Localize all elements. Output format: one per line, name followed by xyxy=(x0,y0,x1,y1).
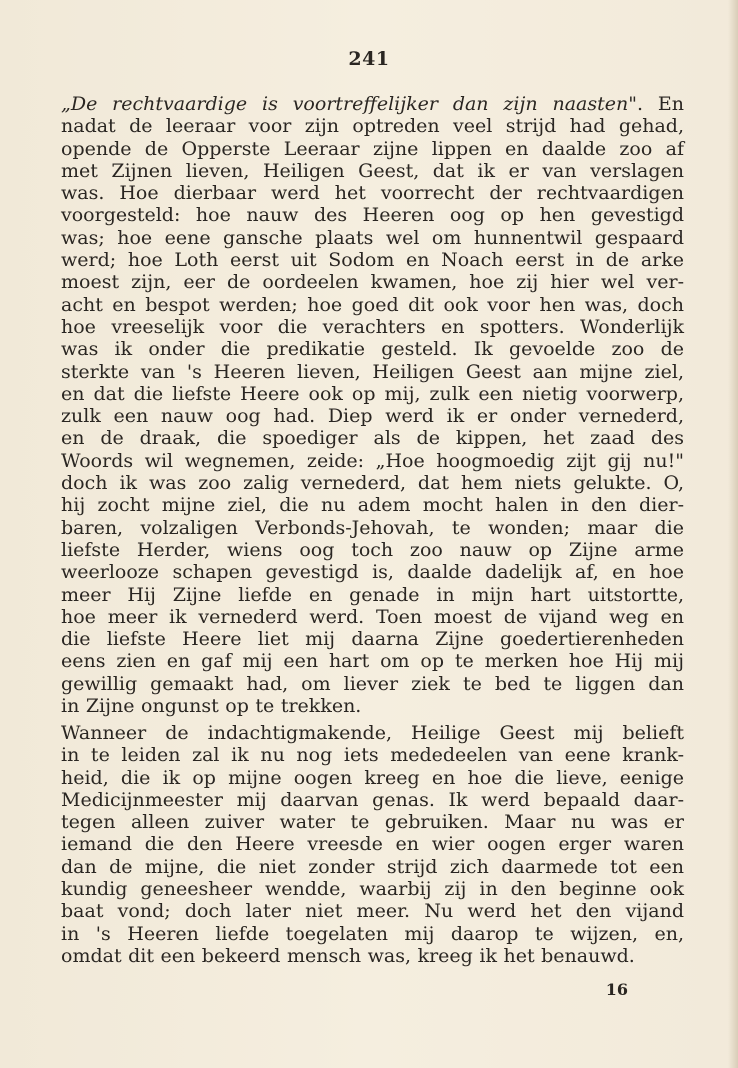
signature-mark: 16 xyxy=(605,980,628,999)
text-line: zulk een nauw oog had. Diep werd ik er onder vernederd, xyxy=(61,405,684,428)
paragraph-1 xyxy=(61,93,684,717)
text-line: liefste Herder, wiens oog toch zoo nauw op Zijne arme xyxy=(61,538,684,561)
text-line: heid, die ik op mijne oogen kreeg en hoe die lieve, eenige xyxy=(61,766,684,789)
text-line: kundig geneesheer wendde, waarbij zij in den beginne ook xyxy=(61,878,684,901)
text-line: in te leiden zal ik nu nog iets mededeelen van eene krank- xyxy=(61,744,684,767)
text-line: die liefste Heere liet mij daarna Zijne goedertierenheden xyxy=(61,628,684,651)
text-line: Woords wil wegnemen, zeide: „Hoe hoogmoedig zijt gij nu!" xyxy=(61,449,684,472)
text-line: Medicijnmeester mij daarvan genas. Ik werd bepaald daar- xyxy=(61,788,684,811)
text-line: opende de Opperste Leeraar zijne lippen en daalde zoo af xyxy=(61,137,684,160)
text-line: was. Hoe dierbaar werd het voorrecht der rechtvaardigen xyxy=(61,182,684,205)
page-number: 241 xyxy=(348,48,390,70)
text-line: omdat dit een bekeerd mensch was, kreeg ik het benauwd. xyxy=(61,944,635,967)
text-line: hoe vreeselijk voor die verachters en spotters. Wonderlijk xyxy=(61,315,684,338)
text-line: iemand die den Heere vreesde en wier oogen erger waren xyxy=(61,833,684,856)
text-line: meer Hij Zijne liefde en genade in mijn hart uitstortte, xyxy=(61,583,684,606)
text-line: sterkte van 's Heeren lieven, Heiligen Geest aan mijne ziel, xyxy=(61,360,684,383)
text-line: met Zijnen lieven, Heiligen Geest, dat ik er van verslagen xyxy=(61,159,684,182)
text-line: nadat de leeraar voor zijn optreden veel strijd had gehad, xyxy=(61,115,684,138)
text-line: en de draak, die spoediger als de kippen, het zaad des xyxy=(61,427,684,450)
text-line: voorgesteld: hoe nauw des Heeren oog op hen gevestigd xyxy=(61,204,684,227)
text-line: hoe meer ik vernederd werd. Toen moest de vijand weg en xyxy=(61,605,684,628)
text-line: dan de mijne, die niet zonder strijd zich daarmede tot een xyxy=(61,855,684,878)
paragraph-2 xyxy=(61,722,684,967)
text-line: eens zien en gaf mij een hart om op te merken hoe Hij mij xyxy=(61,650,684,673)
text-line: gewillig gemaakt had, om liever ziek te bed te liggen dan xyxy=(61,672,684,695)
text-line: Wanneer de indachtigmakende, Heilige Geest mij belieft xyxy=(61,722,684,744)
quote-italic: „De rechtvaardige is voortreffelijker dan zijn naasten" xyxy=(61,93,637,115)
text-line: hij zocht mijne ziel, die nu adem mocht halen in den dier- xyxy=(61,494,684,517)
text-line: doch ik was zoo zalig vernederd, dat hem niets gelukte. O, xyxy=(61,472,684,495)
text-line: was ik onder die predikatie gesteld. Ik gevoelde zoo de xyxy=(61,338,684,361)
text-line: „De rechtvaardige is voortreffelijker dan zijn naasten". En xyxy=(61,93,684,115)
text-line: en dat die liefste Heere ook op mij, zulk een nietig voorwerp, xyxy=(61,382,684,405)
text-line: was; hoe eene gansche plaats wel om hunnentwil gespaard xyxy=(61,226,684,249)
text-line: baren, volzaligen Verbonds-Jehovah, te wonden; maar die xyxy=(61,516,684,539)
page-edge-shadow xyxy=(728,0,738,1068)
text-line: baat vond; doch later niet meer. Nu werd het den vijand xyxy=(61,900,684,923)
text-line: acht en bespot werden; hoe goed dit ook voor hen was, doch xyxy=(61,293,684,316)
text-line: weerlooze schapen gevestigd is, daalde dadelijk af, en hoe xyxy=(61,561,684,584)
text-line: in Zijne ongunst op te trekken. xyxy=(61,695,362,718)
text-line: in 's Heeren liefde toegelaten mij daarop te wijzen, en, xyxy=(61,922,684,945)
text-line: moest zijn, eer de oordeelen kwamen, hoe zij hier wel ver- xyxy=(61,271,684,294)
text-line: tegen alleen zuiver water te gebruiken. Maar nu was er xyxy=(61,811,684,834)
text-line: werd; hoe Loth eerst uit Sodom en Noach eerst in de arke xyxy=(61,249,684,272)
